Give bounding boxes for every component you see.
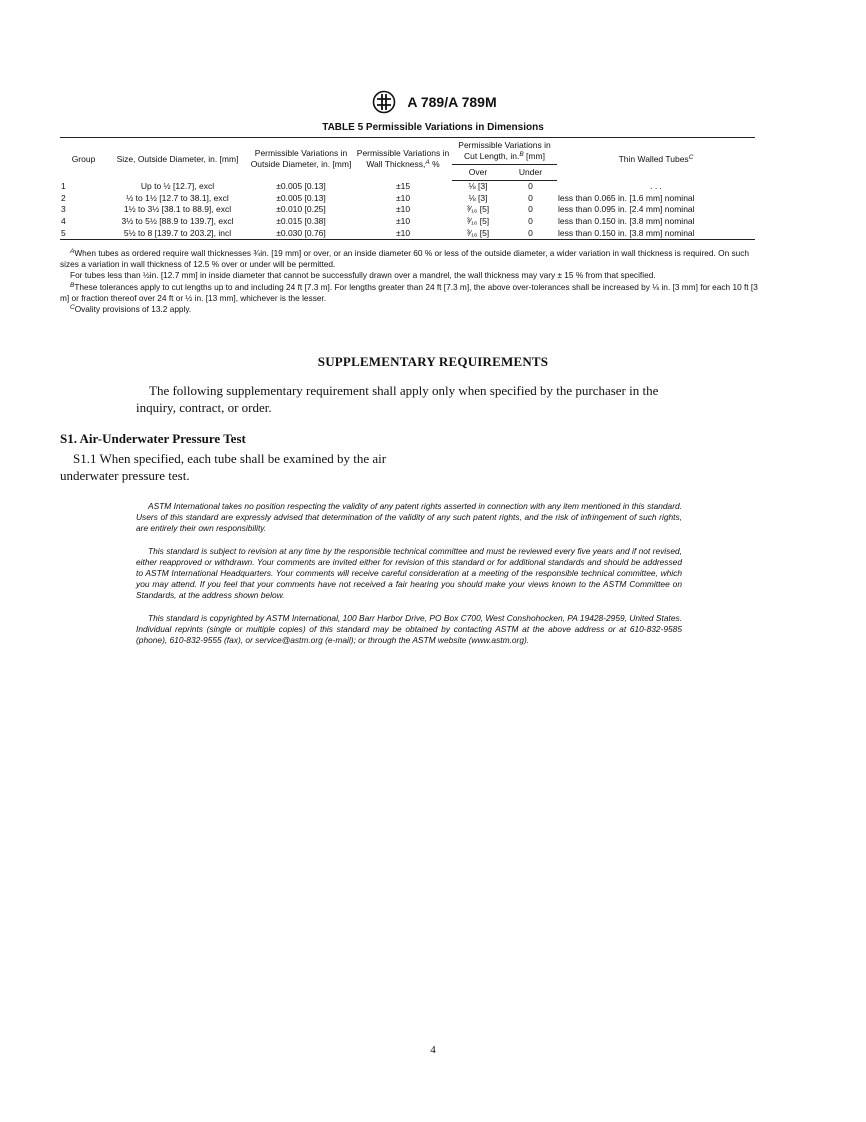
page-number: 4 [430, 1044, 436, 1056]
cell-wall: ±10 [354, 227, 452, 239]
header-size: Size, Outside Diameter, in. [mm] [107, 138, 248, 181]
copyright-notice: This standard is copyrighted by ASTM International, 100 Barr Harbor Drive, PO Box C700, West Conshohocken, PA 19428-2959, United States. Individual reprints (single or multiple copies) of this standard may be obtained by contacting ASTM at the above address or at 610-832-9585 (phone), 610-832-9555 (fax), or service@astm.org (e-mail); or through the ASTM website (www.astm.org). [136, 612, 682, 646]
header-wall-thickness: Permissible Variations in Wall Thickness,$^A$ % [354, 138, 452, 181]
cell-wall: ±15 [395, 181, 411, 192]
cell-od: ±0.030 [0.76] [248, 227, 354, 239]
cell-size: ½ to 1½ [12.7 to 38.1], excl [126, 192, 229, 203]
header-cut-length: Permissible Variations in Cut Length, in.$^B$ [mm] [452, 138, 557, 165]
dimensions-table [60, 137, 755, 240]
cell-od: ±0.005 [0.13] [276, 181, 326, 192]
cell-thin: less than 0.065 in. [1.6 mm] nominal [558, 192, 695, 203]
cell-under: 0 [528, 216, 533, 227]
cell-group: 1 [61, 181, 66, 192]
cell-thin: . . . [650, 181, 662, 192]
cell-size: 3½ to 5½ [88.9 to 139.7], excl [121, 216, 234, 227]
cell-wall: ±10 [395, 192, 411, 203]
s1-body: S1.1 When specified, each tube shall be examined by the air underwater pressure test. [60, 451, 387, 483]
s1-heading: S1. Air-Underwater Pressure Test [60, 431, 246, 446]
supplementary-title: SUPPLEMENTARY REQUIREMENTS [317, 354, 549, 369]
cell-size: 1½ to 3½ [38.1 to 88.9], excl [123, 204, 232, 215]
cell-under: 0 [528, 192, 533, 203]
cell-thin: less than 0.095 in. [2.4 mm] nominal [558, 204, 695, 215]
cell-over: ³⁄₁₆ [5] [466, 216, 490, 227]
table-title: TABLE 5 Permissible Variations in Dimensions [322, 122, 544, 133]
supplementary-intro: The following supplementary requirement shall apply only when specified by the purchaser in the inquiry, contract, or order. [136, 383, 659, 415]
footnote-a-continued: For tubes less than ½in. [12.7 mm] in inside diameter that cannot be successfully drawn over a mandrel, the wall thickness may vary ± 15 % from that specified. [70, 270, 656, 281]
table-row [60, 204, 755, 216]
table-row [60, 193, 755, 205]
cell-size: 5½ to 8 [139.7 to 203.2], incl [107, 227, 248, 239]
header-over: Over [452, 165, 504, 181]
footnote-a: $^A$When tubes as ordered require wall thicknesses ¾in. [19 mm] or over, or an inside diameter 60 % or less of the outside diameter, a wider variation in wall thickness is required. On such sizes a variation in wall thickness of 12.5 % over or under will be permitted. [60, 248, 750, 270]
header-outside-diameter: Permissible Variations in Outside Diameter, in. [mm] [248, 138, 354, 181]
header-under: Under [504, 165, 557, 181]
cell-over: ⅛ [3] [468, 192, 488, 203]
table-row [60, 216, 755, 228]
cell-group: 2 [61, 192, 66, 203]
revision-notice: This standard is subject to revision at any time by the responsible technical committee and must be reviewed every five years and if not revised, either reapproved or withdrawn. Your comments are invited either for revision of this standard or for additional standards and should be addressed to ASTM International Headquarters. Your comments will receive careful consideration at a meeting of the responsible technical committee, which you may attend. If you feel that your comments have not received a fair hearing you should make your views known to the ASTM Committee on Standards, at the address shown below. [136, 545, 682, 601]
cell-group: 3 [61, 204, 66, 215]
astm-notices [136, 501, 682, 657]
footnote-c: $^C$Ovality provisions of 13.2 apply. [70, 304, 192, 315]
cell-under: 0 [504, 227, 557, 239]
cell-wall: ±10 [395, 216, 411, 227]
cell-over: ³⁄₁₆ [5] [466, 204, 490, 215]
cell-over: ⅛ [3] [468, 181, 488, 192]
cell-thin: less than 0.150 in. [3.8 mm] nominal [558, 216, 695, 227]
cell-size: Up to ½ [12.7], excl [140, 181, 215, 192]
cell-thin: less than 0.150 in. [3.8 mm] nominal [557, 227, 755, 239]
cell-over: ³⁄₁₆ [5] [452, 227, 504, 239]
cell-od: ±0.015 [0.38] [276, 216, 326, 227]
cell-under: 0 [528, 204, 533, 215]
cell-od: ±0.010 [0.25] [276, 204, 326, 215]
cell-under: 0 [528, 181, 533, 192]
header-group: Group [60, 138, 107, 181]
cell-od: ±0.005 [0.13] [276, 192, 326, 203]
astm-logo-icon [369, 90, 399, 114]
cell-group: 5 [60, 227, 107, 239]
patent-notice: ASTM International takes no position respecting the validity of any patent rights asserted in connection with any item mentioned in this standard. Users of this standard are expressly advised that determination of the validity of any such patent rights, and the risk of infringement of such rights, are entirely their own responsibility. [136, 501, 682, 534]
footnote-b: $^B$These tolerances apply to cut lengths up to and including 24 ft [7.3 m]. For lengths greater than 24 ft [7.3 m], the above over-tolerances shall be increased by ⅛ in. [3 mm] for each 10 ft [3 m] or fraction thereof over 24 ft or ½ in. [13 mm], whichever is the lesser. [60, 281, 758, 303]
standard-designation: A 789/A 789M [407, 94, 497, 110]
cell-wall: ±10 [395, 204, 411, 215]
page-header [0, 90, 866, 114]
table-row [60, 181, 755, 193]
cell-group: 4 [61, 216, 66, 227]
table-footnotes [60, 248, 758, 315]
table-row [60, 227, 755, 239]
header-thin-walled: Thin Walled Tubes$^C$ [557, 138, 755, 181]
